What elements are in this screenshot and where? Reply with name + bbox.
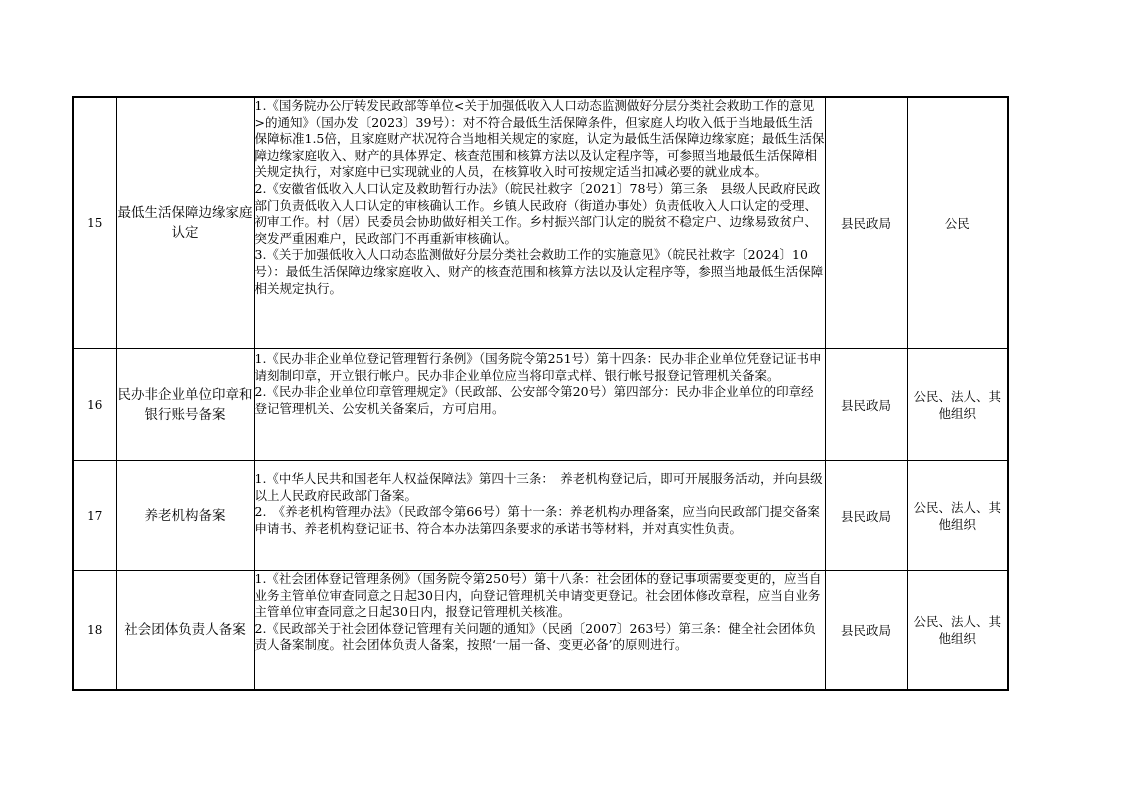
service-target: 公民、法人、其他组织: [907, 461, 1008, 571]
basis-paragraph: 2.《民政部关于社会团体登记管理有关问题的通知》（民函〔2007〕263号）第三条：健全社会团体负责人备案制度。社会团体负责人备案，按照‘一届一备、变更必备’的原则进行。: [254, 620, 816, 653]
item-name: 养老机构备案: [116, 461, 254, 571]
basis-paragraph: 1.《社会团体登记管理条例》（国务院令第250号）第十八条：社会团体的登记事项需要变更的，应当自业务主管单位审查同意之日起30日内，向登记管理机关申请变更登记。社会团体修改章程，应当自业务主管单位审查同意之日起30日内，报登记管理机关核准。: [254, 571, 822, 620]
basis-paragraph: 1.《国务院办公厅转发民政部等单位<关于加强低收入人口动态监测做好分层分类社会救助工作的意见>的通知》（国办发〔2023〕39号）：对不符合最低生活保障条件，但家庭人均收入低于当地最低生活保障标准1.5倍，且家庭财产状况符合当地相关规定的家庭，认定为最低生活保障边缘家庭；最低生活保障边缘家庭收入、财产的具体界定、核查范围和核算方法以及认定程序等，可参照当地最低生活保障相关规定执行，对家庭中已实现就业的人员，在核算收入时可按规定适当扣减必要的就业成本。: [254, 98, 825, 180]
responsible-department: 县民政局: [825, 97, 907, 349]
responsible-department: 县民政局: [825, 461, 907, 571]
responsible-department: 县民政局: [825, 349, 907, 461]
row-number: 16: [73, 349, 116, 461]
record-table: [72, 96, 1009, 691]
row-number: 18: [73, 571, 116, 691]
table-row: [73, 571, 1008, 691]
legal-basis-text: [255, 571, 825, 689]
service-target: 公民、法人、其他组织: [907, 571, 1008, 691]
table-row: [73, 461, 1008, 571]
row-number: 15: [73, 97, 116, 349]
responsible-department: 县民政局: [825, 571, 907, 691]
item-name: 社会团体负责人备案: [116, 571, 254, 691]
basis-paragraph: 2. 《养老机构管理办法》（民政部令第66号）第十一条：养老机构办理备案，应当向民政部门提交备案申请书、养老机构登记证书、符合本办法第四条要求的承诺书等材料，并对真实性负责。: [254, 504, 820, 536]
basis-paragraph: 1.《中华人民共和国老年人权益保障法》第四十三条： 养老机构登记后，即可开展服务活动，并向县级以上人民政府民政部门备案。: [254, 471, 823, 503]
item-name: 最低生活保障边缘家庭认定: [116, 97, 254, 349]
service-target: 公民: [907, 97, 1008, 349]
service-target: 公民、法人、其他组织: [907, 349, 1008, 461]
table-row: [73, 97, 1008, 349]
basis-paragraph: 2.《安徽省低收入人口认定及救助暂行办法》（皖民社救字〔2021〕78号）第三条 县级人民政府民政部门负责低收入人口认定的审核确认工作。乡镇人民政府（街道办事处）负责低收入人口认定的受理、初审工作。村（居）民委员会协助做好相关工作。乡村振兴部门认定的脱贫不稳定户、边缘易致贫户、突发严重困难户，民政部门不再重新审核确认。: [254, 180, 821, 246]
row-number: 17: [73, 461, 116, 571]
legal-basis-cell: [254, 461, 825, 571]
legal-basis-cell: [254, 571, 825, 691]
basis-paragraph: 3.《关于加强低收入人口动态监测做好分层分类社会救助工作的实施意见》（皖民社救字〔2024〕10号）：最低生活保障边缘家庭收入、财产的核查范围和核算方法以及认定程序等，参照当地最低生活保障相关规定执行。: [254, 247, 824, 296]
item-name: 民办非企业单位印章和银行账号备案: [116, 349, 254, 461]
basis-paragraph: 2.《民办非企业单位印章管理规定》（民政部、公安部令第20号）第四部分：民办非企业单位的印章经登记管理机关、公安机关备案后，方可启用。: [254, 384, 814, 416]
legal-basis-cell: [254, 349, 825, 461]
legal-basis-text: [255, 461, 825, 570]
table-row: [73, 349, 1008, 461]
legal-basis-text: [255, 98, 825, 348]
legal-basis-cell: [254, 97, 825, 349]
legal-basis-text: [255, 349, 825, 460]
basis-paragraph: 1.《民办非企业单位登记管理暂行条例》（国务院令第251号）第十四条：民办非企业单位凭登记证书申请刻制印章，开立银行帐户。民办非企业单位应当将印章式样、银行帐号报登记管理机关备案。: [254, 351, 822, 383]
